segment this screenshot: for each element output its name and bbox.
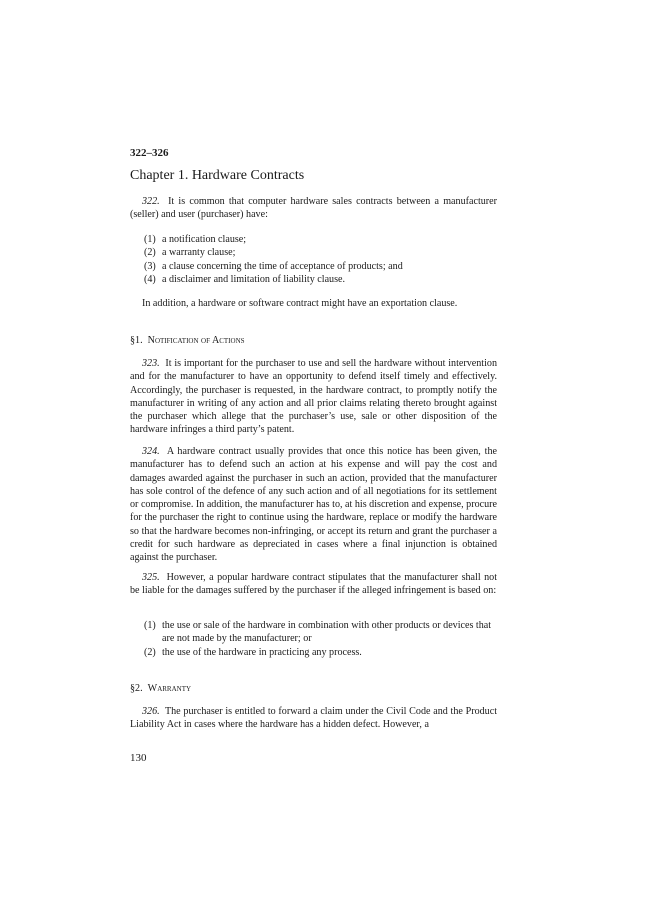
section-heading-warranty: §2. Warranty	[130, 683, 192, 694]
paragraph-324	[130, 445, 497, 565]
chapter-title: Chapter 1. Hardware Contracts	[130, 168, 305, 183]
paragraph-number: 324.	[142, 446, 160, 457]
paragraph-number: 325.	[142, 572, 160, 583]
paragraph-text: The purchaser is entitled to forward a claim under the Civil Code and the Product Liability Act in cases where the hardware has a hidden defect. However, a	[130, 706, 497, 731]
running-head: 322–326	[130, 147, 169, 159]
paragraph-text: A hardware contract usually provides that once this notice has been given, the manufacturer has to defend such an action at his expense and will pay the cost and damages awarded against the purchaser in such an action, provided that the manufacturer has sole control of the defence of any such action and of all negotiations for its settlement or compromise. In addition, the manufacturer has to, at his discretion and expense, procure for the purchaser the right to continue using the hardware, replace or modify the hardware so that the hardware becomes non-infringing, or accept its return and grant the purchaser a credit for such hardware as depreciated in cases where a final injunction is obtained against the purchaser.	[130, 446, 497, 564]
list-item: (4) a disclaimer and limitation of liability clause.	[144, 273, 346, 285]
paragraph-number: 323.	[142, 358, 160, 369]
paragraph-text: However, a popular hardware contract stipulates that the manufacturer shall not be liable for the damages suffered by the purchaser if the alleged infringement is based on:	[130, 572, 497, 597]
paragraph-text: It is important for the purchaser to use and sell the hardware without intervention and for the manufacturer to have an opportunity to defend itself timely and effectively. Accordingly, the purchaser is requested, in the hardware contract, to promptly notify the manufacturer in writing of any action and all prior claims relating thereto brought against the purchaser which allege that the purchaser’s use, sale or other disposition of the hardware infringes a third party’s patent.	[130, 358, 497, 436]
paragraph-number: 322.	[142, 196, 160, 207]
list-item: (1) the use or sale of the hardware in combination with other products or devices that are not made by the manufacturer; or	[144, 620, 492, 645]
page-number: 130	[130, 752, 147, 764]
paragraph-addition: In addition, a hardware or software contract might have an exportation clause.	[142, 298, 458, 309]
clause-list	[144, 233, 497, 286]
list-item: (3) a clause concerning the time of acceptance of products; and	[144, 260, 403, 272]
paragraph-text: It is common that computer hardware sales contracts between a manufacturer (seller) and user (purchaser) have:	[130, 196, 497, 221]
infringement-list	[144, 619, 497, 659]
paragraph-326	[130, 705, 497, 732]
paragraph-325	[130, 571, 497, 598]
paragraph-323	[130, 357, 497, 437]
list-item: (2) the use of the hardware in practicing any process.	[144, 646, 362, 658]
section-heading-notification: §1. Notification of Actions	[130, 335, 245, 346]
paragraph-322	[130, 195, 497, 222]
list-item: (1) a notification clause;	[144, 234, 247, 245]
paragraph-number: 326.	[142, 706, 160, 717]
list-item: (2) a warranty clause;	[144, 247, 236, 259]
